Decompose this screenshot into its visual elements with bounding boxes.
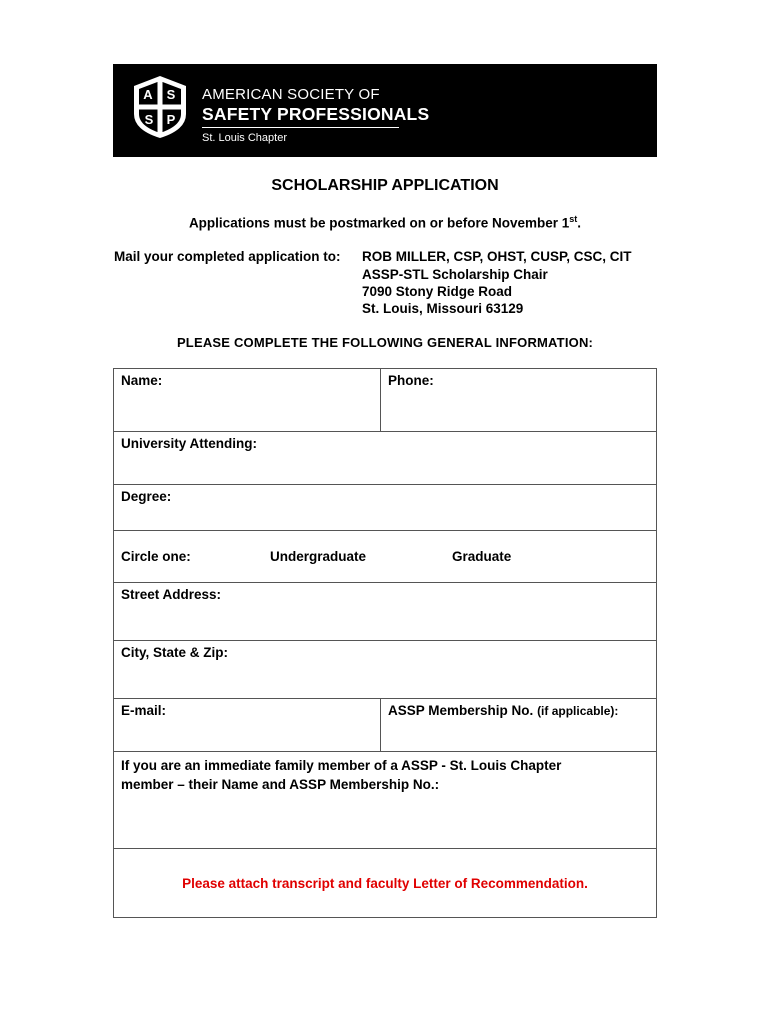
phone-field[interactable] xyxy=(380,369,656,431)
family-member-field[interactable] xyxy=(114,752,656,849)
membership-label-text: ASSP Membership No. xyxy=(388,703,534,718)
circle-one-label: Circle one: xyxy=(121,549,191,564)
logo-letter: S xyxy=(166,87,176,102)
membership-label xyxy=(388,703,618,718)
org-name-line1: AMERICAN SOCIETY OF xyxy=(202,86,380,103)
street-address-field[interactable] xyxy=(114,583,656,641)
header-divider xyxy=(202,127,399,128)
email-membership-row xyxy=(114,699,656,752)
university-field[interactable] xyxy=(114,432,656,485)
name-label: Name: xyxy=(121,373,163,388)
application-form xyxy=(113,368,657,918)
deadline-text: Applications must be postmarked on or before November 1 xyxy=(188,215,570,231)
logo-letter: S xyxy=(144,112,154,127)
degree-label: Degree: xyxy=(121,489,172,504)
address-line: 7090 Stony Ridge Road xyxy=(362,284,513,299)
graduate-option[interactable]: Graduate xyxy=(452,549,512,564)
university-label: University Attending: xyxy=(121,436,258,451)
degree-level-row xyxy=(114,531,656,583)
address-line: ROB MILLER, CSP, OHST, CUSP, CSC, CIT xyxy=(362,249,632,264)
assp-logo-icon xyxy=(131,74,189,140)
chapter-name: St. Louis Chapter xyxy=(202,132,287,144)
name-phone-row xyxy=(114,369,656,432)
org-name-line2: SAFETY PROFESSIONALS xyxy=(202,104,430,124)
page-title: SCHOLARSHIP APPLICATION xyxy=(271,177,499,194)
family-member-line2: member – their Name and ASSP Membership No.: xyxy=(121,777,440,792)
family-member-label xyxy=(121,756,641,794)
city-state-zip-field[interactable] xyxy=(114,641,656,699)
deadline-notice xyxy=(0,214,770,231)
deadline-ordinal: st xyxy=(569,214,578,224)
attachment-note-row xyxy=(114,849,656,917)
street-address-label: Street Address: xyxy=(121,587,222,602)
address-line: ASSP-STL Scholarship Chair xyxy=(362,267,548,282)
membership-number-field[interactable] xyxy=(380,699,656,751)
attachment-note: Please attach transcript and faculty Letter of Recommendation. xyxy=(182,876,588,891)
membership-note: (if applicable): xyxy=(537,704,619,718)
mail-label: Mail your completed application to: xyxy=(114,249,341,264)
logo-letter: A xyxy=(143,87,153,102)
chapter-header-banner xyxy=(113,64,657,157)
address-line: St. Louis, Missouri 63129 xyxy=(362,301,524,316)
form-instructions: PLEASE COMPLETE THE FOLLOWING GENERAL INFORMATION: xyxy=(176,335,594,350)
deadline-period: . xyxy=(577,215,582,231)
city-state-zip-label: City, State & Zip: xyxy=(121,645,229,660)
undergraduate-option[interactable]: Undergraduate xyxy=(270,549,367,564)
phone-label: Phone: xyxy=(388,373,434,388)
logo-letter: P xyxy=(166,112,176,127)
name-field[interactable] xyxy=(114,369,380,431)
email-label: E-mail: xyxy=(121,703,167,718)
degree-field[interactable] xyxy=(114,485,656,531)
email-field[interactable] xyxy=(114,699,380,751)
family-member-line1: If you are an immediate family member of a ASSP - St. Louis Chapter xyxy=(121,758,562,773)
